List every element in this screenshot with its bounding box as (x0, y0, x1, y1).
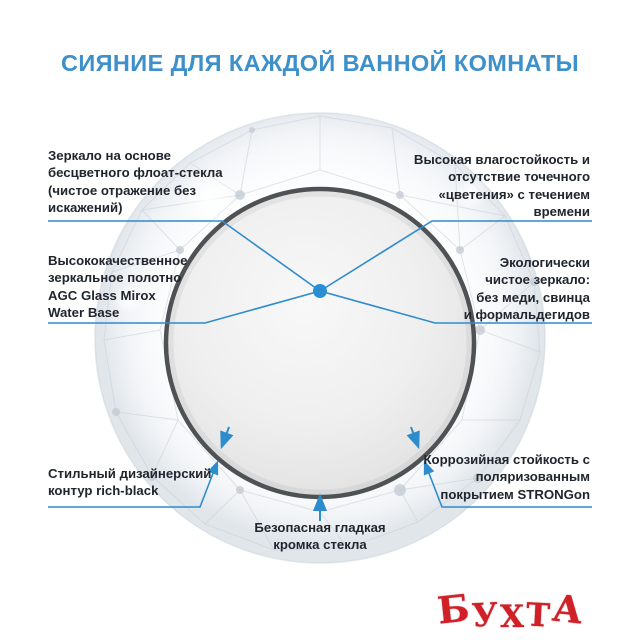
annotation-line: Water Base (48, 305, 120, 321)
logo-letter: А (550, 585, 585, 633)
annotation-line: Зеркало на основе (48, 148, 171, 163)
annotation-mid-right (464, 254, 590, 324)
annotation-bottom-right (423, 451, 590, 503)
annotation-line: Стильный дизайнерский (48, 466, 212, 481)
annotation-bottom-center (0, 519, 640, 554)
annotation-line: покрытием STRONGon (440, 486, 590, 502)
annotation-mid-left (48, 252, 187, 322)
annotation-line: Экологически (499, 255, 590, 270)
annotation-line: и формальдегидов (463, 307, 590, 323)
annotation-bottom-left (48, 465, 211, 500)
annotation-line: «цветения» с течением (438, 186, 590, 202)
annotation-line: Коррозийная стойкость с (423, 452, 590, 467)
annotation-top-left (48, 147, 223, 217)
annotation-line: отсутствие точечного (448, 169, 590, 185)
annotation-line: Высококачественное (48, 253, 188, 268)
logo-letter: Х (499, 599, 525, 635)
annotation-line: Высокая влагостойкость и (413, 152, 590, 167)
annotation-line: времени (533, 204, 590, 220)
annotation-line: зеркальное полотно (48, 270, 182, 286)
page-title: СИЯНИЕ ДЛЯ КАЖДОЙ ВАННОЙ КОМНАТЫ (60, 50, 579, 76)
annotation-line: AGC Glass Mirox (48, 287, 156, 303)
annotation-line: чистое зеркало: (485, 272, 590, 288)
logo-letter: У (470, 595, 499, 635)
annotation-line: без меди, свинца (476, 289, 590, 305)
logo-letter: Б (435, 585, 472, 633)
center-dot (313, 284, 327, 298)
annotation-line: бесцветного флоат-стекла (48, 165, 223, 181)
annotation-line: поляризованным (475, 469, 590, 485)
annotation-line: контур rich-black (48, 483, 159, 499)
logo-letter: Т (525, 595, 551, 635)
annotation-top-right (414, 151, 590, 221)
annotation-line: Безопасная гладкая (254, 520, 386, 535)
brand-logo (435, 585, 585, 635)
annotation-line: (чистое отражение без (48, 182, 197, 198)
annotation-line: искажений) (48, 200, 123, 216)
annotation-line: кромка стекла (273, 537, 367, 553)
